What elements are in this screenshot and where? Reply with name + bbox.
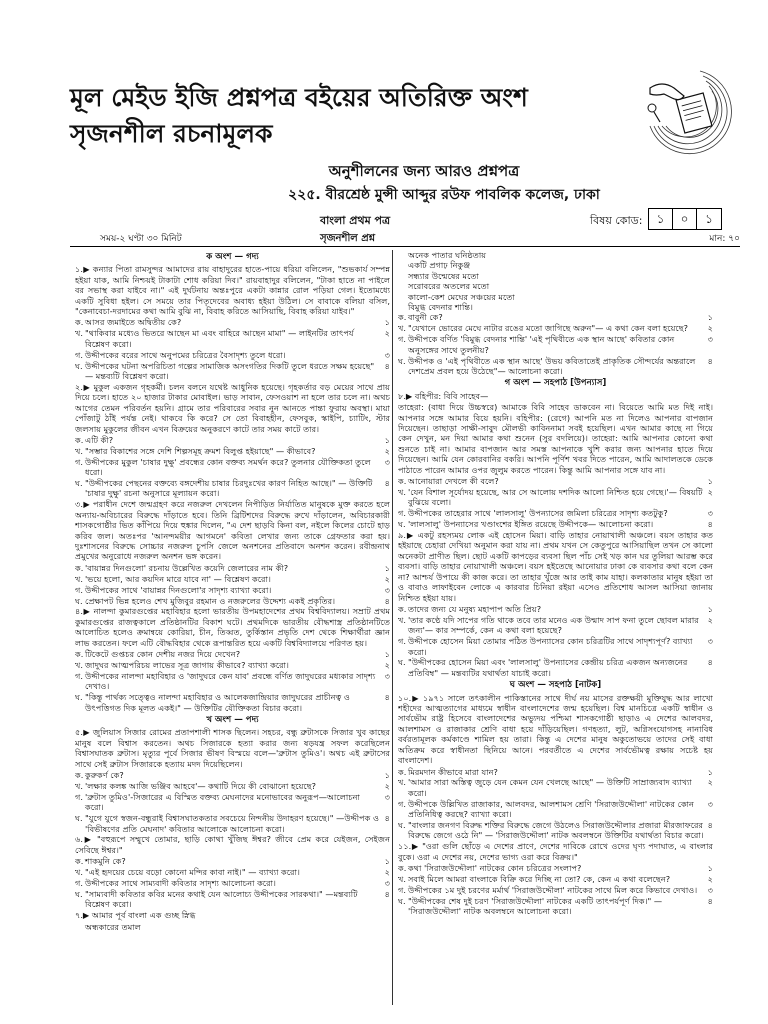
school-name: ২২৫. বীরশ্রেষ্ঠ মুন্সী আব্দুর রউফ পাবলিক কলেজ, ঢাকা [288, 187, 600, 203]
sub-question: ক. ১ আনোয়ারা দেখলে কী বলে? [398, 476, 713, 487]
left-column [75, 250, 390, 1010]
sub-question: ঘ. ৪ "উদ্দীপকের পেছনের বক্তব্যে বঙ্গদেশীয় চাষার চিরদুঃখের কারণ নিহিত আছে।" — উক্তিটি 'চাষার দুক্ষু' রচনা অনুসারে মূল্যায়ন করো। [75, 478, 390, 499]
sub-question: গ. ৩ উদ্দীপকের ১ম দুই চরণের মর্মার্থ 'সিরাজউদ্দৌলা' নাটকের সাথে মিল করে কিভাবে দেখাও। [398, 884, 713, 895]
section-heading: খ অংশ — পদ্য [206, 714, 259, 725]
dialogue-text: তাহেরা: (বাধা দিয়ে উচ্চস্বরে) আমাকে বিবি সাহেব ডাকবেন না। বিয়েতে আমি মত দিই নাই। আপনার সঙ্গে আমার বিয়ে হয়নি। বহিপীর: (রেগে) আপনি মত না দিলেও আপনার বাপজান দিয়েছেন। তাছাড়া সাক্ষী-সাবুদ মৌলভী কাবিননামা সবই হয়েছিল। এখন আমার কাছে না গিয়ে কেন দেখুন, মন দিয়া আমার কথা শুনেন (সুর বদলিয়ে)। তাহেরা: আমি আপনার কোনো কথা শুনতে চাই না। আমার বাপজান আর সমস্ত আপনাকে খুশি করার জন্য আপনার হাতে দিয়ে দিয়েছেন। আমি যেন কোরবানির বকরি। আপনি পূর্ণিশ খবর দিতে পারেন, আমি আদালতকে ডেকে পাঠাতে পারেন আমার ওপর জুলুম করতে পারেন। কিন্তু আমি আপনার সঙ্গে যাব না। [398, 402, 713, 475]
section-heading: ক অংশ — গদ্য [206, 252, 259, 262]
sub-question: গ. ৩ উদ্দীপকের নালন্দা মহাবিহার ও 'জাদুঘরে কেন যাব' প্রবন্ধে বর্ণিত জাদুঘরের মধ্যকার সাদৃশ্য দেখাও। [75, 670, 390, 692]
sub-question: খ. ২ "থাকিবার মধ্যেও ভিতরে আছেন মা এবং বাহিরে আছেন মামা" — লাইনটির তাৎপর্য বিশ্লেষণ করো। [75, 328, 390, 349]
poem-line: কালো-কেশ মেঘের সঞ্চয়ের মতো [408, 291, 515, 302]
question-stem: ৯.▶ একটু রহস্যময় লোক এই হোসেন মিয়া। বাড়ি তাহার নোয়াখালী অঞ্চলে। বয়স তাহার কত হইয়াছে চেহারা দেখিয়া অনুমান করা যায় না। প্রথম যখন সে কেতুপুরে আসিয়াছিল তখন সে কালো অনেকটা প্রাণীত ছিল। ছোট একটি কাপড়ের ব্যবসা ছিল পাঁচ সেই খড় কান ঘর তুলিয়া আরম্ভ করে ব্যবসা। বাড়ি তাহার নোয়াখালী অঞ্চলে। বয়স হইতেছে আনোয়ার ঢাকা কে ব্যবসার কথা বলে কেন না? আশ্চর্য উপায়ে কী কাজ করে। তা তাহার খুঁজে আর তাই কাম যাহা। কলকাতার মানুষ হইয়া তা ও বাবাও লাফাইবেন লোকে এ কারবার চিনিয়া রইয়া এসেও প্রতিশোধ আসল আসিয়া জানায় নিশ্চিত হইয়া যায়। [398, 530, 713, 603]
question-stem: ৬.▶ "বহুরূপে সম্মুখে তোমার, ছাড়ি কোথা খুঁজিছ ঈশ্বর? জীবে প্রেম করে যেইজন, সেইজন সেবিছে ঈশ্বর।" [75, 834, 390, 855]
poem-line: অনেক পাতার ঘনিষ্ঠতায় [408, 250, 487, 260]
sub-question: খ. ২ 'তার কণ্ঠে যদি সাপের গতি থাকে তবে তার মনেও এক উন্মাদ সাপ ফনা তুলে ছোবল মারার জন্য'— কার সম্পর্কে, কেন এ কথা বলা হয়েছে? [398, 614, 713, 636]
code-digit: ১ [649, 209, 673, 229]
question-stem: ৪.▶ নালন্দা কুমারগুপ্তের মহাবিহার হলো ভারতীয় উপমহাদেশের প্রথম বিশ্ববিদ্যালয়। সম্রাট প্রথম কুমারগুপ্তের রাজত্বকালে প্রতিষ্ঠানটির বিকাশ ঘটে। প্রথমদিকে ভারতীয় বৌদ্ধশাস্ত্র প্রতিষ্ঠানটিতে আলোচিত হলেও ক্রমান্বয়ে কোরিয়া, চীন, তিব্বত, তুর্কিস্তান প্রভৃতি দেশ থেকে শিক্ষার্থীরা জ্ঞান লাভ করতেন। ফলে এটি বৌদ্ধবিহার থেকে রূপান্তরিত হয়ে একটি বিশ্ববিদ্যালয়ে পরিণত হয়। [75, 606, 390, 648]
sub-question: ক. ১ কুরুকর্ণ কে? [75, 770, 390, 780]
poem-line: সরোবরের অতলের মতো [408, 281, 490, 292]
question-stem: ৮.▶ বহিপীর: বিবি সাহেব— [398, 390, 489, 401]
sub-question: গ. ৩ উদ্দীপকের সাথে 'বায়ান্নর দিনগুলো'র সাদৃশ্য ব্যাখ্যা করো। [75, 584, 390, 595]
question-stem: ৭.▶ আমার পূর্ব বাংলা এক গুচ্ছ স্নিগ্ধ [75, 910, 196, 921]
exam-time: সময়-২ ঘণ্টা ৩০ মিনিট [100, 234, 182, 244]
section-subtitle: অনুশীলনের জন্য আরও প্রশ্নপত্র [328, 162, 520, 180]
question-type: সৃজনশীল প্রশ্ন [320, 233, 375, 244]
section-heading: গ অংশ — সহপাঠ [উপন্যাস] [504, 378, 607, 389]
poem-line: একটি প্রগাঢ় নিকুঞ্জ [408, 260, 471, 271]
sub-question: ক. ১ মিরমদান কীভাবে মারা যান? [398, 766, 713, 777]
sub-question: গ. ৩ 'ব্রুটাস তুমিও'-সিজারের এ বিস্মিত বক্তব্য মেঘনাদের মনোভাবের অনুরূপ—আলোচনা করো। [75, 791, 390, 813]
poem-line: সন্ধ্যার উন্মেষের মতো [408, 270, 479, 281]
sub-question: ক. ১ এটি কী? [75, 434, 390, 445]
sub-question: খ. ২ 'লক্ষার কলঙ্ক আজি ভঞ্জিব আহবে'— কথাটি দিয়ে কী বোঝানো হয়েছে? [75, 780, 390, 791]
subject-code-box [648, 208, 722, 230]
sub-question: গ. ৩ উদ্দীপকে উল্লিখিত রাজাকার, আলবদর, আলশামস শ্রেণি 'সিরাজউদ্দৌলা' নাটকের কোন প্রতিনিধিত্ব করছে? ব্যাখ্যা করো। [398, 798, 713, 820]
question-stem: ১১.▶ "ওরা গুলি ছোঁড়ে এ দেশের প্রাণে, দেশের দাবিকে রোখে ওদের ঘৃণ্য পদাঘাত, এ বাংলার বুকে। ওরা এ দেশের নয়, দেশের ভাগ্য ওরা করে বিক্রয়।" [398, 841, 713, 862]
question-stem: ১০.▶ ১৯৭১ সালে তৎকালীন পাকিস্তানের সাথে দীর্ঘ নয় মাসের রক্তক্ষয়ী মুক্তিযুদ্ধ আর লাখো শহীদের আত্মত্যাগের মাধ্যমে স্বাধীন বাংলাদেশের জন্ম হয়েছিল। বিশ্ব মানচিত্রে একটি স্বাধীন ও সার্বভৌম রাষ্ট্র হিসেবে বাংলাদেশের অভ্যুদয় পশ্চিমা শাসকগোষ্ঠী ছাড়াও এ দেশের আলবদর, আলশামস ও রাজাকার শ্রেণি বাধা হয়ে দাঁড়িয়েছিল। গণহত্যা, লুট, অগ্নিসংযোগসহ নানাবিধ বর্বরতামূলক কর্মকাণ্ডে শামিল হয় তারা। কিন্তু এ দেশের মানুষ অকুতোভয়ে তাদের সেই বাধা অতিক্রম করে স্বাধীনতা ছিনিয়ে আনে। পরবর্তীতে এ দেশের সার্বভৌমত্ব রক্ষায় সচেষ্ট হয় বাংলাদেশ। [398, 692, 713, 766]
poem-line: অন্ধকারের তমাল [85, 921, 141, 932]
total-marks: মান: ৭০ [709, 234, 740, 244]
sub-question: গ. ৩ উদ্দীপকে হোসেন মিয়া তোমার পঠিত উপন্যাসের কোন চরিত্রটির সাথে সাদৃশ্যপূর্ণ? ব্যাখ্যা করো। [398, 636, 713, 657]
sub-question: ক. ১ তাদের জন্য যে মনুষ্য মহাপাপ অতি প্রিয়? [398, 603, 713, 614]
right-column [398, 250, 713, 1010]
exam-info [70, 231, 740, 245]
paper-meta [70, 206, 740, 230]
question-stem: ৩.▶ পরাধীন দেশে জন্মগ্রহণ করে নজরুল দেখলেন নিপীড়িত নির্যাতিত মানুষকে মুক্ত করতে হলে অন্যায়-অবিচারের বিরুদ্ধে দাঁড়াতে হবে। তিনি ব্রিটিশদের বিরুদ্ধে রুখে দাঁড়ালেন, অবিচারকারী শাসকগোষ্ঠীর ভিত কাঁপিয়ে দিয়ে হুঙ্কার দিলেন, "এ দেশ ছাড়বি কিনা বল, নইলে কিলের চোটে হাড় করিব জল। অতঃপর 'আনন্দময়ীর আগমনে' কবিতা লেখার জন্য তাকে গ্রেফতার করা হয়। দুঃশাসনের বিরুদ্ধে সোচ্চার নজরুল চুপসি জেলে অনশনের প্রতিবাদে অনশন করেন। রবীন্দ্রনাথ প্রমুখের অনুরোধে নজরুল অনশন ভঙ্গ করেন। [75, 499, 390, 562]
sub-question: গ. ৩ উদ্দীপকের সাথে সাম্যবাদী কবিতার সাদৃশ্য আলোচনা করো। [75, 878, 390, 889]
sub-question: গ. ৩ উদ্দীপকের মুকুল 'চাষার দুক্ষু' প্রবন্ধের কোন বক্তব্য সমর্থন করে? তুলনার যৌক্তিকতা তুলে ধরো। [75, 456, 390, 478]
poem-line: বিমুগ্ধ বেদনার শান্তি। [408, 302, 473, 313]
sub-question: ঘ. ৪ 'লালসালু' উপন্যাসের খণ্ডাংশের ইঙ্গিত রয়েছে উদ্দীপকে— আলোচনা করো। [398, 519, 713, 530]
sub-question: ক. ১ শাকমুনি কে? [75, 856, 390, 867]
book-title-line1: মূল মেইড ইজি প্রশ্নপত্র বইয়ের অতিরিক্ত অংশ [70, 83, 528, 112]
question-stem: ১.▶ কন্যার পিতা রামসুন্দর আমাদের রায় বাহাদুরের হাতে-পায়ে ধরিয়া বলিলেন, "শুভকার্য সম্পন্ন হইয়া যাক, আমি নিশ্চয়ই টাকাটা শোধ করিয়া দিব।" রায়বাহাদুর বলিলেন, "টাকা হাতে না পাইলে বর সভাস্থ করা যাইবে না।" এই দুর্ঘটনায় অন্তঃপুরে একটা কান্নার রোল পড়িয়া গেল। ইতোমধ্যে একটি সুবিধা হইল। সে সময়ে তার পিতৃদেবের অবাধ্য হইয়া উঠিল। সে বাবাকে বলিয়া বসিল, "কেনাবেচা-দরদামের কথা আমি বুঝি না, বিবাহ করিতে আসিয়াছি, বিবাহ করিয়া যাইব।" [75, 264, 390, 317]
sub-question: খ. ২ 'যেন বিশাল সূর্যোদয় হয়েছে, আর সে আলোয় দশদিক আলো নিশ্চিত হয়ে গেছে।'— বিষয়টি বুঝিয়ে বলো। [398, 486, 713, 508]
sub-question: ঘ. ৪ উদ্দীপক ও 'এই পৃথিবীতে এক স্থান আছে' উভয় কবিতাতেই প্রাকৃতিক সৌন্দর্যের অন্তরালে দেশপ্রেম প্রবল হয়ে উঠেছে"— আলোচনা করো। [398, 355, 713, 376]
code-digit: ১ [705, 212, 713, 226]
sub-question: ক. ১ বাবুনী কে? [398, 312, 713, 323]
sub-question: গ. ৩ উদ্দীপকের বরের সাথে অনুপমের চরিত্রের বৈসাদৃশ্য তুলে ধরো। [75, 349, 390, 360]
sub-question: খ. ২ 'আমার সারা অস্তিত্ব জুড়ে যেন কেমন যেন খেলছে আছে" — উক্তিটি সাম্রাজ্যবাদ ব্যাখ্যা করো। [398, 777, 713, 798]
sub-question: গ. ৩ উদ্দীপকের তাহেরার সাথে 'লালসালু' উপন্যাসের জমিলা চরিত্রের সাদৃশ্য কতটুকু? [398, 508, 713, 519]
book-title-line2: সৃজনশীল রচনামূলক [70, 119, 273, 148]
sub-question: গ. ৩ উদ্দীপকে বর্ণিত 'বিমুগ্ধ বেদনার শান্তি' 'এই পৃথিবীতে এক স্থান আছে' কবিতার কোন অনুসঙ্গের সাথে তুলনীয়? [398, 334, 713, 355]
sub-question: ঘ. ৪ উদ্দীপকের ঘটনা অপরিচিতা গল্পের সামাজিক অসংগতির দিকটি তুলে ধরতে সক্ষম হয়েছে" — মন্তব্যটি বিশ্লেষণ করো। [75, 360, 390, 381]
sub-question: ক. ১ আসর জমাইতে অদ্বিতীয় কে? [75, 317, 390, 328]
divider [70, 246, 740, 247]
hand-with-document-icon [640, 66, 740, 156]
section-heading: ঘ অংশ — সহপাঠ [নাটক] [509, 680, 602, 691]
column-divider [392, 250, 393, 1005]
subject-code-label: বিষয় কোড: [590, 214, 643, 227]
sub-question: ঘ. ৪ প্রেক্ষাপট ভিন্ন হলেও শেখ মুজিবুর রহমান ও নজরুলের উদ্দেশ্য একই প্রকৃতির। [75, 595, 390, 606]
sub-question: ঘ. ৪ "বাংলার জনগণ বিরুদ্ধ শক্তির বিরুদ্ধে জেগে উঠলেও সিরাজউদ্দৌলার প্রজারা মীরজাফরের বিরুদ্ধে জেগে ওঠে নি" — 'সিরাজউদ্দৌলা' নাটক অবলম্বনে উক্তিটির যথার্থতা বিচার করো। [398, 820, 713, 841]
sub-question: খ. ২ 'ভয়ে হলো, আর কয়দিন মারে যাবে না' — বিশ্লেষণ করো। [75, 573, 390, 584]
sub-question: খ. ২ সবাই মিলে আমরা বাংলাকে বিক্রি করে দিচ্ছি না তো? কে, কেন এ কথা বলেছেন? [398, 874, 713, 885]
sub-question: খ. ২ জাদুঘর আত্মপরিচয় লাভের সূত্র জাগায় কীভাবে? ব্যাখ্যা করো। [75, 659, 390, 670]
sub-question: ঘ. ৪ "সাম্যবাদী কবিতার কবির মনের কথাই যেন আলোচ্য উদ্দীপকের সারকথা।" —মন্তব্যটি বিশ্লেষণ করো। [75, 888, 390, 910]
question-stem: ৫.▶ জুলিয়াস সিজার রোমের প্রতাপশালী শাসক ছিলেন। সহচর, বন্ধু ব্রুটাসকে সিজার খুব কাছের মানুষ বলে বিশ্বাস করতেন। অথচ সিজারকে হত্যা করার জন্য ষড়যন্ত্র সফল করেছিলেন বিশ্বাসঘাতক ব্রুটাস। মৃত্যুর পূর্বে সিজার ভীষণ বিস্ময়ে বলে—'ব্রুটাস তুমিও'। অথচ এই ব্রুটাসের সাথে সেই ব্রুটাস সিজারকে হত্যায় মদদ দিয়েছিলেন। [75, 727, 390, 769]
sub-question: ঘ. ৪ "উদ্দীপকের শেষ দুই চরণ 'সিরাজউদ্দৌলা' নাটকের একটি তাৎপর্যপূর্ণ দিক।" — 'সিরাজউদ্দৌলা' নাটক অবলম্বনে আলোচনা করো। [398, 895, 713, 917]
code-digit: ০ [673, 209, 697, 229]
sub-question: খ. ২ "যেখানে ভোরের মেঘে নাটার রঙের মতো জাগিছে অরুন"— এ কথা কেন বলা হয়েছে? [398, 323, 713, 334]
question-stem: ২.▶ মুকুল একজন গৃহকর্মী। চলন বলনে যথেষ্ট আধুনিক হয়েছে। গৃহকর্তার বড় মেয়ের সাথে প্রায় দিয়ে চলে। হাতে ২০ হাজার টাকার মোবাইল। ভাড় সাবান, ফেসওয়াশ না হলে তার চলে না। অথচ আগের তেমন পরিবর্তন হয়নি। গ্রামে তার পরিবারের সবার নুন আনতে পান্তা ফুরায় অবস্থা। মায়া পোঁজাটু ঠাঁই পর্যন্ত নেই। থাকবে কি করে? সে তো বিবাহহীন, ফেসবুক, স্কাইপি, চ্যাটিং, স্টার জলসায় মুকুলের জীবন এখন বিক্রয়ের অনুকরণে কাটে তার সময় কাটে তার। [75, 381, 390, 434]
sub-question: খ. ২ "এই হৃদয়ের চেয়ে বড়ো কোনো মন্দির কাবা নাই।" — ব্যাখ্যা করো। [75, 867, 390, 878]
sub-question: খ. ২ "সম্ভার বিকাশের সঙ্গে দেশি শিল্পসমূহ ক্রমশ বিলুপ্ত হইয়াছে" — কীভাবে? [75, 445, 390, 456]
sub-question: ঘ. ৪ "উদ্দীপকের হোসেন মিয়া এবং 'লালসালু' উপন্যাসের কেন্দ্রীয় চরিত্র একজন অন্যজনের প্রতিবিম্ব" — মন্তব্যটির যথার্থতা যাচাই করো। [398, 657, 713, 678]
book-header [70, 80, 630, 152]
sub-question: ক. ১ 'বায়ান্নর দিনগুলো' রচনায় উল্লেখিত কয়েদি জেলারের নাম কী? [75, 562, 390, 573]
sub-question: ঘ. ৪ "কিন্তু পার্থক্য সত্ত্বেও নালন্দা মহাবিহার ও আলেকজান্দ্রিয়ার জাদুঘরের প্রাচীনত্ব ও উৎপত্তিগত দিক মূলত একই।" — উক্তিটির যৌক্তিকতা বিচার করো। [75, 692, 390, 713]
sub-question: ক. ১ টিকেটে গুপ্তচর কোন দেশীয় নজর দিয়ে দেখেন? [75, 649, 390, 660]
sub-question: ক. ১ কথা 'সিরাজউদ্দৌলা' নাটকের কোন চরিত্রের সংলাপ? [398, 863, 713, 874]
paper-name: বাংলা প্রথম পত্র [320, 214, 391, 227]
sub-question: ঘ. ৪ "যুগে যুগে স্বজন-বন্ধুরাই বিশ্বাসঘাতকতার সবচেয়ে নিন্দনীয় উদাহরণ হয়েছে।" —উদ্দীপক ও 'বিভীষণের প্রতি মেঘনাদ' কবিতার আলোকে আলোচনা করো। [75, 813, 390, 834]
